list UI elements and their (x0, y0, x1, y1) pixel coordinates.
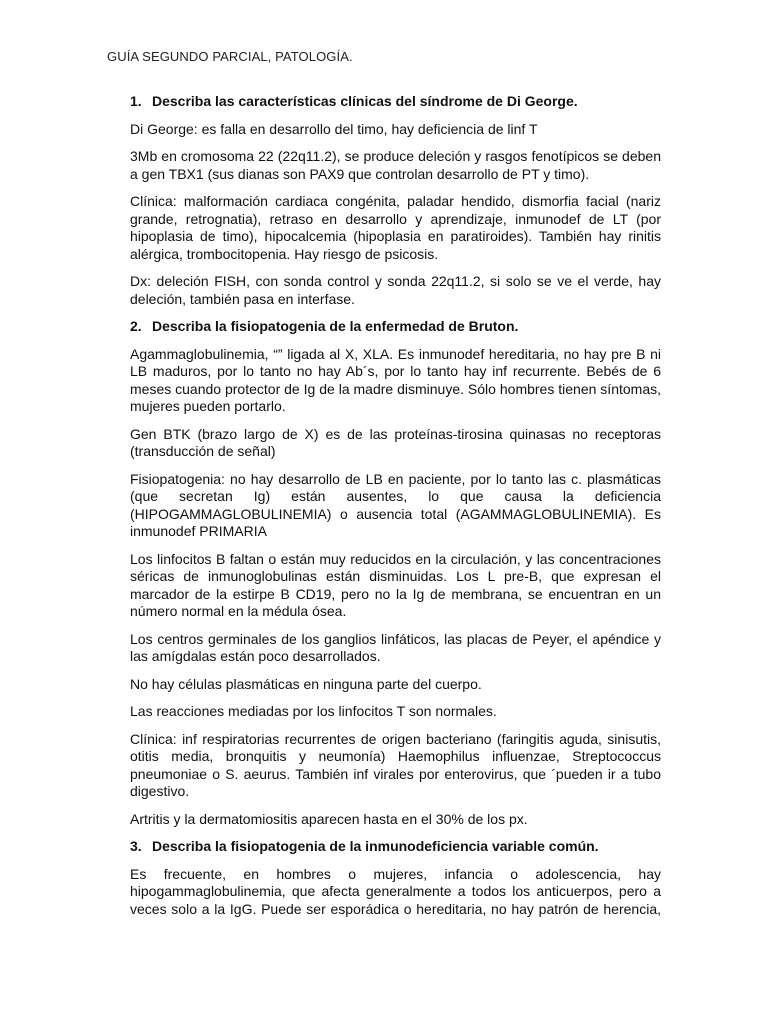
question-text: Describa la fisiopatogenia de la inmunodeficiencia variable común. (152, 838, 599, 854)
paragraph: 3Mb en cromosoma 22 (22q11.2), se produce deleción y rasgos fenotípicos se deben a gen TBX1 (sus dianas son PAX9 que controlan desarrollo de PT y timo). (130, 148, 661, 182)
question-heading-3 (130, 838, 661, 856)
paragraph: Gen BTK (brazo largo de X) es de las proteínas-tirosina quinasas no receptoras (transducción de señal) (130, 425, 661, 459)
paragraph: Es frecuente, en hombres o mujeres, infancia o adolescencia, hay hipogammaglobulinemia, que afecta generalmente a todos los anticuerpos, pero a veces solo a la IgG. Puede ser esporádica o hereditaria, no hay patrón de herencia, (130, 865, 661, 917)
paragraph: No hay células plasmáticas en ninguna parte del cuerpo. (130, 675, 482, 692)
question-number: 2. (130, 318, 142, 334)
paragraph: Dx: deleción FISH, con sonda control y sonda 22q11.2, si solo se ve el verde, hay deleción, también pasa en interfase. (130, 273, 661, 307)
paragraph: Di George: es falla en desarrollo del timo, hay deficiencia de linf T (130, 120, 538, 137)
question-number: 3. (130, 838, 142, 854)
question-text: Describa las características clínicas del síndrome de Di George. (152, 93, 578, 109)
paragraph: Agammaglobulinemia, “” ligada al X, XLA. Es inmunodef hereditaria, no hay pre B ni LB maduros, por lo tanto no hay Ab´s, por lo tanto hay inf recurrente. Bebés de 6 meses cuando protector de Ig de la madre disminuye. Sólo hombres tienen síntomas, mujeres pueden portarlo. (130, 345, 661, 414)
paragraph: Artritis y la dermatomiositis aparecen hasta en el 30% de los px. (130, 810, 528, 827)
paragraph: Los centros germinales de los ganglios linfáticos, las placas de Peyer, el apéndice y las amígdalas están poco desarrollados. (130, 630, 661, 664)
document-header: GUÍA SEGUNDO PARCIAL, PATOLOGÍA. (107, 49, 353, 64)
paragraph: Las reacciones mediadas por los linfocitos T son normales. (130, 703, 497, 719)
question-heading-2 (130, 318, 661, 336)
document-body (130, 93, 661, 928)
paragraph: Los linfocitos B faltan o están muy reducidos en la circulación, y las concentraciones séricas de inmunoglobulinas están disminuidas. Los L pre-B, que expresan el marcador de la estirpe B CD19, pero no la Ig de membrana, se encuentran en un número normal en la médula ósea. (130, 550, 661, 619)
paragraph: Fisiopatogenia: no hay desarrollo de LB en paciente, por lo tanto las c. plasmáticas (que secretan Ig) están ausentes, lo que causa la deficiencia (HIPOGAMMAGLOBULINEMIA) o ausencia total (AGAMMAGLOBULINEMIA). Es inmunodef PRIMARIA (130, 470, 661, 539)
question-number: 1. (130, 93, 142, 109)
question-heading-1 (130, 93, 661, 111)
paragraph: Clínica: malformación cardiaca congénita, paladar hendido, dismorfia facial (nariz grande, retrognatia), retraso en desarrollo y aprendizaje, inmunodef de LT (por hipoplasia de timo), hipocalcemia (hipoplasia en paratiroides). También hay rinitis alérgica, trombocitopenia. Hay riesgo de psicosis. (130, 193, 661, 262)
question-text: Describa la fisiopatogenia de la enfermedad de Bruton. (152, 318, 519, 334)
paragraph: Clínica: inf respiratorias recurrentes de origen bacteriano (faringitis aguda, sinisutis, otitis media, bronquitis y neumonía) Haemophilus influenzae, Streptococcus pneumoniae o S. aeurus. También inf virales por enterovirus, que ´pueden ir a tubo digestivo. (130, 730, 661, 799)
